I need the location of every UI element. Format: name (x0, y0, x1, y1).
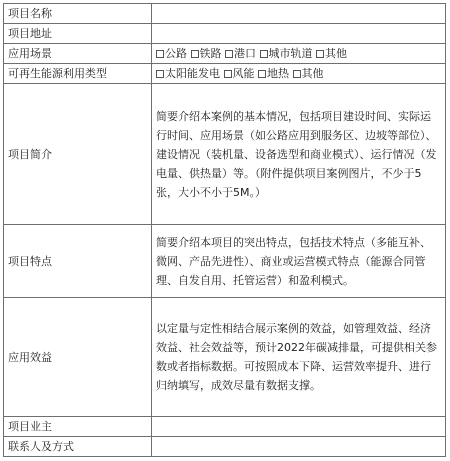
checkbox-icon[interactable] (225, 50, 233, 58)
checkbox-icon[interactable] (260, 50, 268, 58)
project-name-label: 项目名称 (4, 4, 152, 24)
contact-label: 联系人及方式 (4, 437, 152, 457)
checkbox-icon[interactable] (156, 70, 164, 78)
checkbox-icon[interactable] (156, 50, 164, 58)
scene-option-highway[interactable]: 公路 (156, 47, 187, 60)
contact-field[interactable] (152, 437, 446, 457)
row-application-scene (4, 44, 446, 64)
application-scene-options (152, 44, 446, 64)
checkbox-icon[interactable] (224, 70, 232, 78)
checkbox-icon[interactable] (191, 50, 199, 58)
project-intro-label: 项目简介 (4, 84, 152, 225)
scene-option-port[interactable]: 港口 (225, 47, 256, 60)
project-owner-field[interactable] (152, 417, 446, 437)
checkbox-icon[interactable] (258, 70, 266, 78)
row-project-address (4, 24, 446, 44)
project-info-form (3, 3, 446, 457)
renewable-type-options (152, 64, 446, 84)
scene-option-urban-rail[interactable]: 城市轨道 (260, 47, 313, 60)
project-address-label: 项目地址 (4, 24, 152, 44)
row-project-intro (4, 84, 446, 225)
row-renewable-type (4, 64, 446, 84)
energy-option-other[interactable]: 其他 (293, 67, 324, 80)
project-address-field[interactable] (152, 24, 446, 44)
project-features-field[interactable] (152, 225, 446, 298)
energy-option-geothermal[interactable]: 地热 (258, 67, 289, 80)
project-owner-label: 项目业主 (4, 417, 152, 437)
energy-option-wind[interactable]: 风能 (224, 67, 255, 80)
row-project-features (4, 225, 446, 298)
row-project-owner (4, 417, 446, 437)
application-scene-label: 应用场景 (4, 44, 152, 64)
row-contact (4, 437, 446, 457)
application-benefit-text: 以定量与定性相结合展示案例的效益，如管理效益、经济效益、社会效益等，预计2022年碳减排量，可提供相关参数或者指标数据。可按照成本下降、运营效率提升、进行归纳填写，成效尽量有数据支撑。 (156, 322, 437, 392)
renewable-type-label: 可再生能源利用类型 (4, 64, 152, 84)
project-features-label: 项目特点 (4, 225, 152, 298)
checkbox-icon[interactable] (293, 70, 301, 78)
project-name-field[interactable] (152, 4, 446, 24)
application-benefit-label: 应用效益 (4, 298, 152, 417)
checkbox-icon[interactable] (316, 50, 324, 58)
scene-option-other[interactable]: 其他 (316, 47, 347, 60)
energy-option-solar[interactable]: 太阳能发电 (156, 67, 220, 80)
project-features-text: 简要介绍本项目的突出特点，包括技术特点（多能互补、微网、产品先进性）、商业或运营模式特点（能源合同管理、自发自用、托管运营）和盈利模式。 (156, 235, 431, 287)
scene-option-railway[interactable]: 铁路 (191, 47, 222, 60)
project-intro-field[interactable] (152, 84, 446, 225)
row-application-benefit (4, 298, 446, 417)
row-project-name (4, 4, 446, 24)
project-intro-text: 简要介绍本案例的基本情况，包括项目建设时间、实际运行时间、应用场景（如公路应用到服务区、边坡等部位）、建设情况（装机量、设备选型和商业模式）、运行情况（发电量、供热量）等。（附件提供项目案例图片，不少于5张，大小不小于5M。） (156, 109, 437, 199)
application-benefit-field[interactable] (152, 298, 446, 417)
